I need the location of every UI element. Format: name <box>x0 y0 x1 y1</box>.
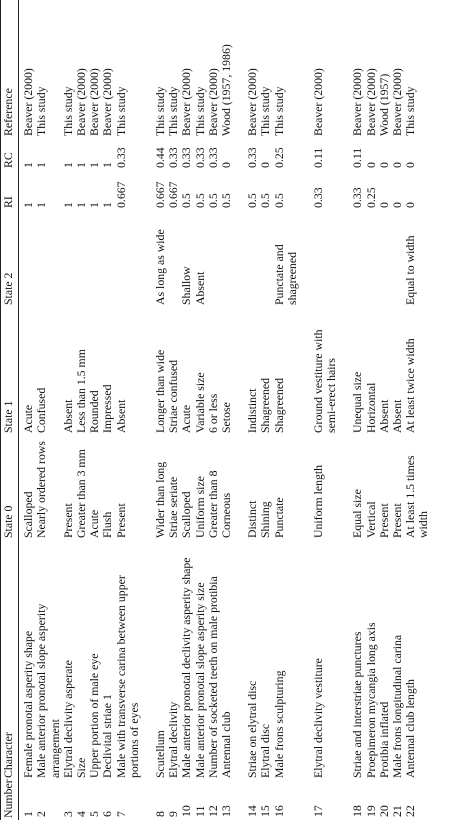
cell-number: 10 <box>179 805 194 817</box>
cell-character: Size <box>74 757 89 778</box>
cell-ri: 0.667 <box>166 181 181 208</box>
table-header-row <box>1 0 19 820</box>
cell-state-0: Uniform length <box>311 464 326 538</box>
cell-state-1: Shagreened <box>258 377 273 433</box>
header-ri: RI <box>1 170 19 210</box>
cell-number: 1 <box>21 811 36 817</box>
table-row <box>338 0 364 820</box>
cell-character: Male anterior pronotal declivity asperity shape <box>179 557 194 778</box>
cell-ri: 0.5 <box>192 193 207 208</box>
cell-state-2 <box>88 210 101 307</box>
cell-character: Striae and interstriae punctures <box>350 631 365 778</box>
cell-reference: This study <box>113 86 128 136</box>
cell-state-1: Confused <box>34 387 49 433</box>
cell-state-1: Ground vestiture with semi-erect hairs <box>311 329 339 433</box>
cell-state-0: Present <box>376 503 391 538</box>
cell-character: Protibia inflated <box>376 701 391 778</box>
cell-number: 18 <box>350 805 365 817</box>
cell-character: Elytral declivity <box>166 701 181 778</box>
cell-state-2 <box>62 210 75 307</box>
cell-state-1: At least twice width <box>403 338 418 433</box>
cell-state-1: Absent <box>113 399 128 433</box>
cell-number: 20 <box>376 805 391 817</box>
cell-rc: 1 <box>87 162 102 168</box>
cell-character: Scutellum <box>153 730 168 778</box>
cell-rc: 0.33 <box>245 147 260 168</box>
cell-reference: Wood (1957) <box>376 73 391 136</box>
cell-state-0: Distinct <box>245 500 260 538</box>
cell-ri: 1 <box>100 202 115 208</box>
cell-ri: 1 <box>74 202 89 208</box>
table-row <box>194 0 207 820</box>
cell-rc: 0.11 <box>350 147 365 168</box>
cell-number: 4 <box>74 811 89 817</box>
cell-number: 13 <box>219 805 234 817</box>
cell-ri: 0 <box>376 202 391 208</box>
cell-state-2 <box>365 210 378 307</box>
cell-reference: This study <box>192 86 207 136</box>
cell-rc: 1 <box>100 162 115 168</box>
cell-reference: This study <box>60 86 75 136</box>
cell-number: 5 <box>87 811 102 817</box>
cell-ri: 0.5 <box>258 193 273 208</box>
cell-state-2 <box>115 210 141 307</box>
cell-ri: 0.5 <box>205 193 220 208</box>
header-state-1: State 1 <box>1 307 19 435</box>
table-row <box>101 0 114 820</box>
cell-character: Antennal club length <box>403 679 418 778</box>
cell-ri: 0.5 <box>179 193 194 208</box>
cell-reference: Beaver (2000) <box>21 68 36 136</box>
cell-number: 14 <box>245 805 260 817</box>
cell-reference: This study <box>271 86 286 136</box>
table-row <box>259 0 272 820</box>
cell-state-0: Greater than 3 mm <box>74 449 89 538</box>
header-state-2: State 2 <box>1 210 19 307</box>
cell-state-2: Equal to width <box>403 235 418 305</box>
cell-character: Male anterior pronotal slope asperity arrangement <box>34 603 62 778</box>
cell-character: Striae on elytral disc <box>245 680 260 778</box>
cell-character: Female pronotal asperity shape <box>21 630 36 778</box>
cell-character: Elytral declivity asperate <box>60 660 75 778</box>
cell-state-2 <box>233 210 259 307</box>
cell-character: Elytral disc <box>258 723 273 778</box>
table-row <box>365 0 378 820</box>
cell-number: 9 <box>166 811 181 817</box>
cell-state-1: Acute <box>21 404 36 433</box>
cell-state-2 <box>378 210 391 307</box>
cell-rc: 0 <box>219 162 234 168</box>
table-row <box>35 0 61 820</box>
cell-state-2 <box>259 210 272 307</box>
cell-ri: 0 <box>390 202 405 208</box>
cell-rc: 1 <box>21 162 36 168</box>
table-row <box>404 0 430 820</box>
cell-reference: This study <box>166 86 181 136</box>
cell-character: Male anterior pronotal slope asperity size <box>192 582 207 778</box>
cell-reference: Beaver (2000) <box>245 68 260 136</box>
cell-number: 7 <box>113 811 128 817</box>
cell-number: 19 <box>363 805 378 817</box>
cell-ri: 0.33 <box>350 187 365 208</box>
cell-state-1: 6 or less <box>205 393 220 433</box>
cell-number: 17 <box>311 805 326 817</box>
cell-number: 22 <box>403 805 418 817</box>
cell-state-0: Nearly ordered rows <box>34 441 49 538</box>
cell-state-2: Punctate and shagreened <box>271 244 299 305</box>
cell-state-0: Punctate <box>271 497 286 538</box>
cell-state-0: Uniform size <box>192 476 207 538</box>
cell-reference: Beaver (2000) <box>74 68 89 136</box>
header-number: Number <box>1 780 19 820</box>
cell-rc: 0 <box>390 162 405 168</box>
cell-state-2: Absent <box>192 271 207 305</box>
cell-ri: 0 <box>403 202 418 208</box>
header-reference: Reference <box>1 0 19 138</box>
cell-state-0: Striae seriate <box>166 476 181 538</box>
cell-ri: 0.667 <box>153 181 168 208</box>
cell-ri: 0.33 <box>311 187 326 208</box>
cell-character: Proepimeron mycangia long axis <box>363 622 378 778</box>
cell-state-2 <box>19 210 36 307</box>
cell-number: 21 <box>390 805 405 817</box>
cell-state-1: Less than 1.5 mm <box>74 349 89 433</box>
cell-reference: Beaver (2000) <box>363 68 378 136</box>
cell-rc: 1 <box>74 162 89 168</box>
cell-reference: Beaver (2000) <box>205 68 220 136</box>
cell-number: 8 <box>153 811 168 817</box>
cell-state-1: Setose <box>219 402 234 433</box>
cell-rc: 0 <box>403 162 418 168</box>
cell-character: Male frons longitudinal carina <box>390 634 405 778</box>
cell-state-1: Striae confused <box>166 359 181 433</box>
cell-state-0: Present <box>113 503 128 538</box>
header-character: Character <box>1 540 19 780</box>
cell-state-0: Corneous <box>219 492 234 538</box>
cell-ri: 1 <box>60 202 75 208</box>
cell-state-1: Rounded <box>87 390 102 433</box>
cell-rc: 0.33 <box>179 147 194 168</box>
table-row <box>299 0 338 820</box>
cell-rc: 0.33 <box>166 147 181 168</box>
cell-ri: 0.5 <box>219 193 234 208</box>
table-body <box>19 0 431 820</box>
cell-rc: 1 <box>60 162 75 168</box>
cell-state-2 <box>101 210 114 307</box>
cell-state-1: Longer than wide <box>153 349 168 433</box>
cell-state-2 <box>75 210 88 307</box>
cell-state-1: Absent <box>376 399 391 433</box>
cell-state-0: Present <box>60 503 75 538</box>
cell-rc: 0.33 <box>113 147 128 168</box>
cell-state-2: Shallow <box>179 266 194 305</box>
cell-state-0: Equal size <box>350 489 365 538</box>
cell-character: Upper portion of male eye <box>87 653 102 778</box>
cell-reference: Beaver (2000) <box>87 68 102 136</box>
cell-number: 12 <box>205 805 220 817</box>
cell-ri: 1 <box>87 202 102 208</box>
cell-ri: 1 <box>34 202 49 208</box>
cell-character: Male with transverse carina between upper portions of eyes <box>113 575 141 778</box>
cell-reference: This study <box>258 86 273 136</box>
cell-rc: 0 <box>376 162 391 168</box>
cell-state-2: As long as wide <box>153 229 168 305</box>
cell-state-2 <box>35 210 61 307</box>
cell-state-1: Absent <box>60 399 75 433</box>
cell-reference: Wood (1957, 1986) <box>219 44 234 136</box>
cell-ri: 0.5 <box>245 193 260 208</box>
cell-state-0: Acute <box>87 509 102 538</box>
cell-reference: This study <box>153 86 168 136</box>
header-rc: RC <box>1 138 19 170</box>
cell-state-0: Present <box>390 503 405 538</box>
cell-reference: Beaver (2000) <box>179 68 194 136</box>
cell-ri: 0.25 <box>363 187 378 208</box>
cell-rc: 0.33 <box>192 147 207 168</box>
cell-ri: 1 <box>21 202 36 208</box>
table-row <box>115 0 141 820</box>
cell-number: 11 <box>192 805 207 817</box>
cell-state-1: Impressed <box>100 384 115 433</box>
table-row <box>19 0 36 820</box>
cell-state-1: Indistinct <box>245 388 260 433</box>
cell-state-2 <box>299 210 338 307</box>
table-row <box>220 0 233 820</box>
cell-reference: Beaver (2000) <box>350 68 365 136</box>
cell-state-2 <box>207 210 220 307</box>
cell-ri: 0.5 <box>271 193 286 208</box>
cell-state-0: Flush <box>100 511 115 538</box>
cell-rc: 1 <box>34 162 49 168</box>
cell-state-2 <box>220 210 233 307</box>
cell-reference: Beaver (2000) <box>100 68 115 136</box>
cell-number: 6 <box>100 811 115 817</box>
cell-state-0: Scalloped <box>21 491 36 538</box>
cell-rc: 0.33 <box>205 147 220 168</box>
cell-state-1: Unequal size <box>350 371 365 433</box>
header-state-0: State 0 <box>1 435 19 540</box>
cell-number: 2 <box>34 811 49 817</box>
cell-state-0: Shining <box>258 501 273 538</box>
table-row <box>273 0 299 820</box>
cell-number: 16 <box>271 805 286 817</box>
cell-rc: 0.44 <box>153 147 168 168</box>
cell-reference: Beaver (2000) <box>390 68 405 136</box>
table-row <box>180 0 193 820</box>
cell-character: Elytral declivity vestiture <box>311 658 326 778</box>
cell-number: 15 <box>258 805 273 817</box>
cell-rc: 0.25 <box>271 147 286 168</box>
cell-state-1: Horizontal <box>363 382 378 433</box>
cell-state-1: Acute <box>179 404 194 433</box>
cell-state-0: Vertical <box>363 501 378 538</box>
cell-state-0: At least 1.5 times width <box>403 455 431 538</box>
cell-state-0: Greater than 8 <box>205 470 220 538</box>
cell-reference: This study <box>403 86 418 136</box>
cell-state-1: Shagreened <box>271 377 286 433</box>
cell-state-2 <box>338 210 364 307</box>
cell-reference: Beaver (2000) <box>311 68 326 136</box>
cell-character: Male frons sculpturing <box>271 670 286 778</box>
cell-character: Antennal club <box>219 711 234 778</box>
cell-state-0: Wider than long <box>153 461 168 538</box>
cell-state-1: Absent <box>390 399 405 433</box>
cell-character: Number of socketed teeth on male protibia <box>205 576 220 778</box>
table-row <box>141 0 167 820</box>
cell-number: 3 <box>60 811 75 817</box>
cell-character: Declivital striae 1 <box>100 694 115 778</box>
cell-rc: 0.11 <box>311 147 326 168</box>
cell-state-0: Scalloped <box>179 491 194 538</box>
cell-rc: 0 <box>258 162 273 168</box>
cell-ri: 0.667 <box>113 181 128 208</box>
table-row <box>233 0 259 820</box>
cell-state-1: Variable size <box>192 372 207 433</box>
cell-rc: 0 <box>363 162 378 168</box>
cell-reference: This study <box>34 86 49 136</box>
